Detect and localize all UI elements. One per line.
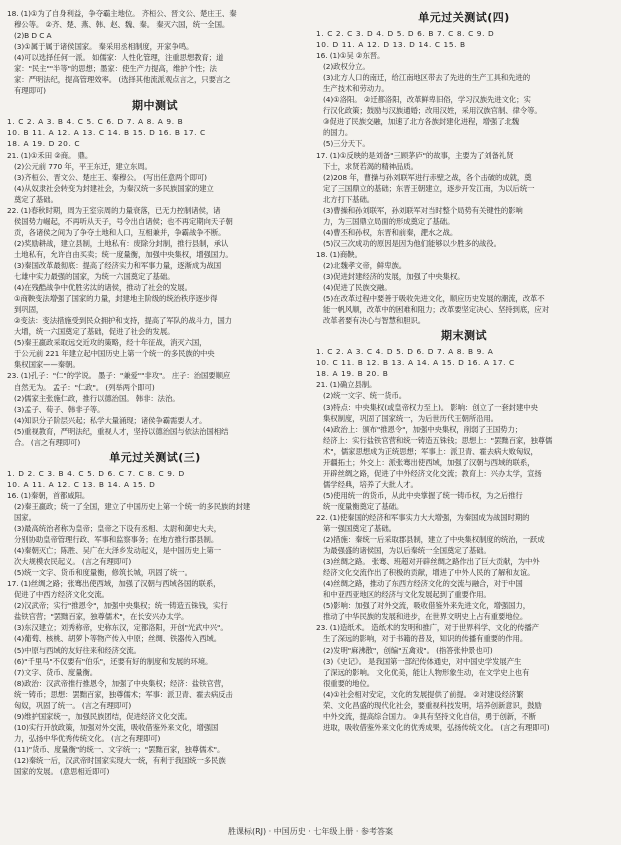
left-continuation-line: (2)儒家主张施仁政，推行以德治国。 韩非：法治。 bbox=[14, 393, 180, 403]
left-answer-row: 18. A 19. D 20. C bbox=[7, 139, 81, 149]
left-continuation-line: 促进了中西方经济文化交流。 bbox=[14, 590, 109, 600]
right-continuation-line: (2)政权分立。 bbox=[323, 62, 370, 72]
left-continuation-line: (4)知识分子阶层兴起；私学大量涌现；诸侯争霸需要人才。 bbox=[14, 415, 207, 425]
left-continuation-line: (3)秦国改革最彻底：提高了经济实力和军事力量，逐渐成为战国 bbox=[14, 260, 222, 270]
right-continuation-line: 儒学经典，培养了大批人才。 bbox=[323, 479, 418, 489]
right-continuation-line: (5)汉三次成功的原因是因为他们能够以少胜多的战役。 bbox=[323, 238, 501, 248]
left-continuation-line: (5)重视教育，严明法纪，重视人才，坚持以德治国与依法治国相结 bbox=[14, 426, 229, 436]
left-continuation-line: (8)政治：汉武帝推行推恩令，加强了中央集权；经济：盐铁官营， bbox=[14, 678, 229, 688]
right-question-line: 16. (1)①吴 ②东晋。 bbox=[316, 51, 385, 61]
right-continuation-line: (2)发明"麻沸散"，创编"五禽戏"。 (指答张仲景也可) bbox=[323, 645, 493, 655]
left-continuation-line: 自然无为。 孟子："仁政"。 (列举两个即可) bbox=[14, 382, 155, 392]
right-continuation-line: (3)曹操和孙刘联军，孙刘联军对当时整个局势有关键性的影响 bbox=[323, 205, 523, 215]
right-continuation-line: 术"，儒家思想成为正统思想；军事上：派卫青、霍去病大败匈奴， bbox=[323, 446, 538, 456]
left-continuation-line: 统一铸币；思想：罢黜百家，独尊儒术；军事：派卫青、霍去病反击 bbox=[14, 689, 233, 699]
left-continuation-line: (5)秦王嬴政采取远交近攻的策略，经十年征战，消灭六国， bbox=[14, 338, 207, 348]
left-continuation-line: 穆公等。 ②齐、楚、燕、韩、赵、魏、秦。 秦灭六国，统一全国。 bbox=[14, 20, 230, 30]
left-section-heading: 单元过关测试(三) bbox=[109, 450, 201, 464]
right-continuation-line: 和中亚西亚地区的经济与文化发展起到了重要作用。 bbox=[323, 590, 491, 600]
right-section-heading: 期末测试 bbox=[441, 329, 487, 343]
left-continuation-line: (5)统一文字、货币和度量衡，修筑长城，巩固了统一。 bbox=[14, 568, 192, 578]
right-continuation-line: 统一度量衡奠定了基础。 bbox=[323, 501, 404, 511]
right-continuation-line: (3)北方人口的南迁，给江南地区带去了先进的生产工具和先进的 bbox=[323, 73, 531, 83]
left-question-line: 18. (1)①为了自身利益，争夺霸主地位。 齐桓公、晋文公、楚庄王、秦 bbox=[7, 9, 237, 18]
right-continuation-line: (5)影响：加强了对外交流，吸收借鉴外来先进文化，增强国力， bbox=[323, 601, 531, 611]
right-continuation-line: (5)在改革过程中要善于吸收先进文化，顺应历史发展的潮流，改革不 bbox=[323, 294, 545, 304]
right-continuation-line: 了深远的影响。 文化优美，能让人物形象生动，在文学史上也有 bbox=[323, 667, 530, 677]
right-continuation-line: (4)①社会相对安定，文化的发展提供了前提。 ②对建设经济繁 bbox=[323, 689, 524, 699]
right-continuation-line: 定了三国鼎立的基础；东晋王朝建立，逐步开发江南，为以后统一 bbox=[323, 183, 535, 193]
left-continuation-line: 合。 (言之有理即可) bbox=[14, 437, 81, 447]
left-continuation-line: 次大规模农民起义。 (言之有理即可) bbox=[14, 557, 132, 567]
left-continuation-line: (4)在残酷战争中优胜劣汰的诸侯，推动了社会的发展。 bbox=[14, 283, 192, 293]
right-continuation-line: 中外交流，提高综合国力。 ③具有坚持文化自信，勇于创新，不断 bbox=[323, 711, 536, 721]
left-continuation-line: 国家。 bbox=[14, 512, 36, 522]
right-continuation-line: 行汉化政策；鼓励与汉族通婚；改用汉姓，采用汉族官制、律令等。 bbox=[323, 106, 542, 116]
right-continuation-line: 经济上：实行盐铁官营和统一铸造五铢钱；思想上："罢黜百家，独尊儒 bbox=[323, 435, 553, 445]
left-continuation-line: ①商鞅变法增强了国家的力量，封建地主阶级的统治秩序逐步得 bbox=[14, 294, 218, 304]
right-continuation-line: 集权制度，巩固了国家统一，为后世历代王朝所沿用。 bbox=[323, 413, 498, 423]
left-continuation-line: (3)孟子、荀子、韩非子等。 bbox=[14, 404, 105, 414]
left-question-line: 21. (1)①禾田 ②商。 鼎。 bbox=[7, 150, 93, 160]
right-answer-row: 10. D 11. A 12. D 13. D 14. C 15. B bbox=[316, 40, 466, 50]
right-continuation-line: 改革者要有决心与智慧和胆识。 bbox=[323, 316, 426, 326]
right-continuation-line: (4)促进了民族交融。 bbox=[323, 283, 392, 293]
left-continuation-line: 分别协助皇帝管理行政、军事和监察事务；在地方推行郡县制。 bbox=[14, 535, 219, 545]
left-continuation-line: 于公元前 221 年建立起中国历史上第一个统一的多民族的中央 bbox=[14, 349, 215, 359]
left-continuation-line: (12)秦统一后，汉武帝时国家实现大一统，有利于我国统一多民族 bbox=[14, 756, 226, 765]
left-continuation-line: 集权国家——秦朝。 bbox=[14, 360, 80, 370]
left-continuation-line: 力，弘扬中华优秀传统文化。 (言之有理即可) bbox=[14, 733, 161, 743]
left-continuation-line: 侯国势力崛起，不再听从天子，号令出自诸侯；也不再定期向天子朝 bbox=[14, 216, 233, 226]
right-continuation-line: 生了深远的影响，对于书籍的普及，知识的传播有重要的作用。 bbox=[323, 634, 528, 644]
left-continuation-line: (3)东汉建立；刘秀称帝，史称东汉，定都洛阳，开创"光武中兴"。 bbox=[14, 623, 228, 633]
right-continuation-line: (5)三分天下。 bbox=[323, 139, 370, 149]
left-continuation-line: ②变法：变法措施受到民众拥护和支持，提高了军队的战斗力，国力 bbox=[14, 316, 232, 326]
left-continuation-line: (7)文字、货币、度量衡。 bbox=[14, 667, 98, 677]
left-continuation-line: 家："民主""半等"的思想；墨家：使生产力提高，维护个性；法 bbox=[14, 64, 217, 74]
right-continuation-line: (4)丝绸之路，推动了东西方经济文化的交流与融合，对于中国 bbox=[323, 579, 523, 589]
left-continuation-line: (6)"千里马"不仅要有"伯乐"，还要有好的制度和发展的环境。 bbox=[14, 656, 213, 666]
right-continuation-line: 生产技术和劳动力。 bbox=[323, 84, 389, 94]
right-question-line: 22. (1)使秦国的经济和军事实力大大增强，为秦国成为战国时期的 bbox=[316, 512, 530, 522]
left-continuation-line: (3)齐桓公、晋文公、楚庄王、秦穆公。 (写出任意两个即可) bbox=[14, 172, 207, 182]
left-continuation-line: 到巩固， bbox=[14, 305, 44, 315]
right-continuation-line: (4)政治上：颁布"推恩令"，加强中央集权，削弱了王国势力； bbox=[323, 424, 523, 434]
right-continuation-line: (2)统一文字、统一货币。 bbox=[323, 391, 407, 401]
left-continuation-line: (4)葡萄、核桃、胡萝卜等物产传入中原；丝绸、铁器传入西域。 bbox=[14, 634, 222, 644]
right-continuation-line: (3)特点：中央集权(或皇帝权力至上)。 影响：创立了一套封建中央 bbox=[323, 402, 538, 412]
left-continuation-line: 奠定了基础。 bbox=[14, 194, 58, 204]
left-continuation-line: 匈奴，巩固了统一。 (言之有理即可) bbox=[14, 700, 132, 710]
right-continuation-line: 推动了中华民族的发展和进步，在世界文明史上占有重要地位。 bbox=[323, 612, 528, 622]
left-continuation-line: (11)"货币、度量衡"的统一、文字统一；"罢黜百家，独尊儒术"。 bbox=[14, 744, 225, 754]
left-continuation-line: 国家的发展。 (意思相近即可) bbox=[14, 767, 110, 777]
right-question-line: 21. (1)确立县制。 bbox=[316, 380, 377, 390]
right-continuation-line: 下士，求贤若渴的精神品质。 bbox=[323, 161, 418, 171]
left-continuation-line: (2)秦王嬴政；统一了全国，建立了中国历史上第一个统一的多民族的封建 bbox=[14, 501, 251, 511]
left-question-line: 16. (1)秦朝，首都咸阳。 bbox=[7, 490, 90, 500]
left-question-line: 22. (1)春秋时期，周为王室宗周的力量衰落，已无力控制诸侯，诸 bbox=[7, 205, 221, 215]
right-continuation-line: 北方打下基础。 bbox=[323, 194, 375, 204]
right-continuation-line: (3)《史记》。 是我国第一部纪传体通史，对中国史学发展产生 bbox=[323, 656, 522, 666]
right-continuation-line: 开疆拓土；外交上：派张骞出使西域，加强了汉朝与西域的联系， bbox=[323, 457, 535, 467]
right-answer-row: 10. C 11. B 12. B 13. A 14. A 15. D 16. A 17. C bbox=[316, 358, 515, 368]
right-continuation-line: ③促进了民族交融，加速了北方各族封建化进程，增强了北魏 bbox=[323, 117, 520, 127]
left-continuation-line: (3)最高统治者称为皇帝；皇帝之下设有丞相、太尉和御史大夫， bbox=[14, 524, 222, 534]
left-continuation-line: (2)公元前 770 年，平王东迁，建立东周。 bbox=[14, 161, 152, 171]
right-continuation-line: (2)措施：秦统一后采取郡县制，建立了中央集权制度的统治，一跃成 bbox=[323, 535, 545, 545]
right-continuation-line: 第一强国奠定了基础。 bbox=[323, 524, 396, 534]
left-continuation-line: (5)中原与西域的友好往来和经济交流。 bbox=[14, 645, 141, 655]
right-continuation-line: 经济文化交流作出了积极的贡献，增进了中外人民的了解和友谊。 bbox=[323, 568, 535, 578]
right-question-line: 23. (1)造纸术。 造纸术的发明和推广，对于世界科学、文化的传播产 bbox=[316, 623, 539, 633]
left-column bbox=[7, 8, 303, 820]
left-answer-row: 10. A 11. A 12. C 13. B 14. A 15. D bbox=[7, 479, 156, 489]
right-continuation-line: (3)丝绸之路。 张骞、班超对开辟丝绸之路作出了巨大贡献，为中外 bbox=[323, 557, 540, 567]
right-continuation-line: (3)促进封建经济的发展，加强了中央集权。 bbox=[323, 272, 465, 282]
left-continuation-line: (2)奖励耕战，建立县制，土地私有：废除分封制，推行县制，承认 bbox=[14, 238, 229, 248]
left-continuation-line: (4)可以选择任何一派。 如儒家：人性化管理，注重思想教育；道 bbox=[14, 53, 224, 63]
right-continuation-line: (5)使用统一的货币，从此中央掌握了统一铸币权，为之后推行 bbox=[323, 490, 523, 500]
left-section-heading: 期中测试 bbox=[132, 99, 178, 113]
right-answer-row: 1. C 2. C 3. D 4. D 5. D 6. B 7. C 8. C 9. D bbox=[316, 29, 495, 38]
left-answer-row: 10. B 11. A 12. A 13. C 14. B 15. D 16. B 17. C bbox=[7, 128, 206, 138]
left-question-line: 23. (1)孔子："仁"的学说。 墨子："兼爱""非攻"。 庄子：治国要顺应 bbox=[7, 371, 231, 381]
left-question-line: 17. (1)丝绸之路；张骞出使西域，加强了汉朝与西域各国的联系， bbox=[7, 579, 221, 589]
right-continuation-line: (4)曹丕和孙权，东晋和前秦，淝水之战。 bbox=[323, 227, 458, 237]
right-question-line: 17. (1)①反映的是刘备"三顾茅庐"的故事，主要为了刘备礼贤 bbox=[316, 150, 514, 160]
right-continuation-line: 为最强盛的诸侯国，为以后秦统一全国奠定了基础。 bbox=[323, 546, 491, 556]
left-continuation-line: 贡，各诸侯之间为了争夺土地和人口，互相兼并，争霸战争不断。 bbox=[14, 227, 226, 237]
left-continuation-line: 有理即可) bbox=[14, 86, 46, 96]
right-continuation-line: 开辟丝绸之路，促进了中外经济文化交流；教育上：兴办太学，宣扬 bbox=[323, 468, 542, 478]
left-continuation-line: (4)从奴隶社会转变为封建社会，为秦汉统一多民族国家的建立 bbox=[14, 183, 214, 193]
right-continuation-line: (2)208 年，曹操与孙刘联军进行赤壁之战，各个击破的成就，奠 bbox=[323, 172, 532, 182]
right-continuation-line: 进取，吸收借鉴外来文化的优秀成果，弘扬传统文化。 (言之有理即可) bbox=[323, 722, 550, 732]
right-continuation-line: 很重要的地位。 bbox=[323, 678, 375, 688]
left-answer-row: 1. C 2. A 3. B 4. C 5. C 6. D 7. A 8. A 9. B bbox=[7, 117, 184, 127]
left-continuation-line: 盐铁官营；"罢黜百家，独尊儒术"，在长安兴办太学。 bbox=[14, 612, 189, 622]
left-continuation-line: (3)①属于属于诸侯国家。 秦采用丞相制度，开家争鸣。 bbox=[14, 42, 194, 52]
left-continuation-line: (2)汉武帝；实行"推恩令"，加强中央集权；统一铸造五铢钱，实行 bbox=[14, 601, 228, 611]
right-answer-row: 1. C 2. A 3. C 4. D 5. D 6. D 7. A 8. B 9. A bbox=[316, 347, 494, 357]
right-continuation-line: 能一帆风顺，改革中的困难和阻力；改革要坚定决心、坚持到底，应对 bbox=[323, 305, 550, 315]
right-question-line: 18. (1)商鞅。 bbox=[316, 249, 362, 259]
right-answer-row: 18. A 19. B 20. B bbox=[316, 369, 389, 379]
right-column bbox=[316, 8, 612, 820]
left-continuation-line: (10)实行开放政策，加强对外交流，吸收借鉴外来文化，增强国 bbox=[14, 722, 219, 732]
left-continuation-line: (2)B D C A bbox=[14, 31, 52, 41]
left-continuation-line: 土地私有，允许自由买卖；统一度量衡，加强中央集权，增强国力。 bbox=[14, 249, 233, 259]
right-continuation-line: 的国力。 bbox=[323, 128, 353, 138]
right-continuation-line: (2)北魏孝文帝，鲜卑族。 bbox=[323, 260, 407, 270]
right-continuation-line: 荣、文化昌盛的现代化社会，要重视科技发明，培养创新意识，鼓励 bbox=[323, 700, 542, 710]
right-continuation-line: (4)①洛阳。 ②迁都洛阳，改革鲜卑旧俗，学习汉族先进文化；实 bbox=[323, 95, 531, 105]
left-continuation-line: (4)秦朝灭亡；陈胜、吴广在大泽乡发动起义，是中国历史上第一 bbox=[14, 546, 222, 556]
left-continuation-line: 家：严明法纪，提高管理效率。 (选择其他流派观点言之，只要言之 bbox=[14, 75, 231, 85]
right-continuation-line: 力，为三国鼎立局面的形成奠定了基础。 bbox=[323, 216, 455, 226]
left-answer-row: 1. D 2. C 3. B 4. C 5. D 6. C 7. C 8. C 9. D bbox=[7, 468, 185, 478]
right-section-heading: 单元过关测试(四) bbox=[418, 11, 510, 24]
page-footer: 胜课标(RJ) · 中国历史 · 七年级上册 · 参考答案 bbox=[227, 827, 394, 836]
left-continuation-line: (9)维护国家统一，加强民族团结，促进经济文化交流。 bbox=[14, 711, 192, 721]
left-continuation-line: 大增，统一六国奠定了基础，促进了社会的发展。 bbox=[14, 327, 175, 337]
left-continuation-line: 七雄中实力最强的国家，为统一六国奠定了基础。 bbox=[14, 272, 175, 282]
